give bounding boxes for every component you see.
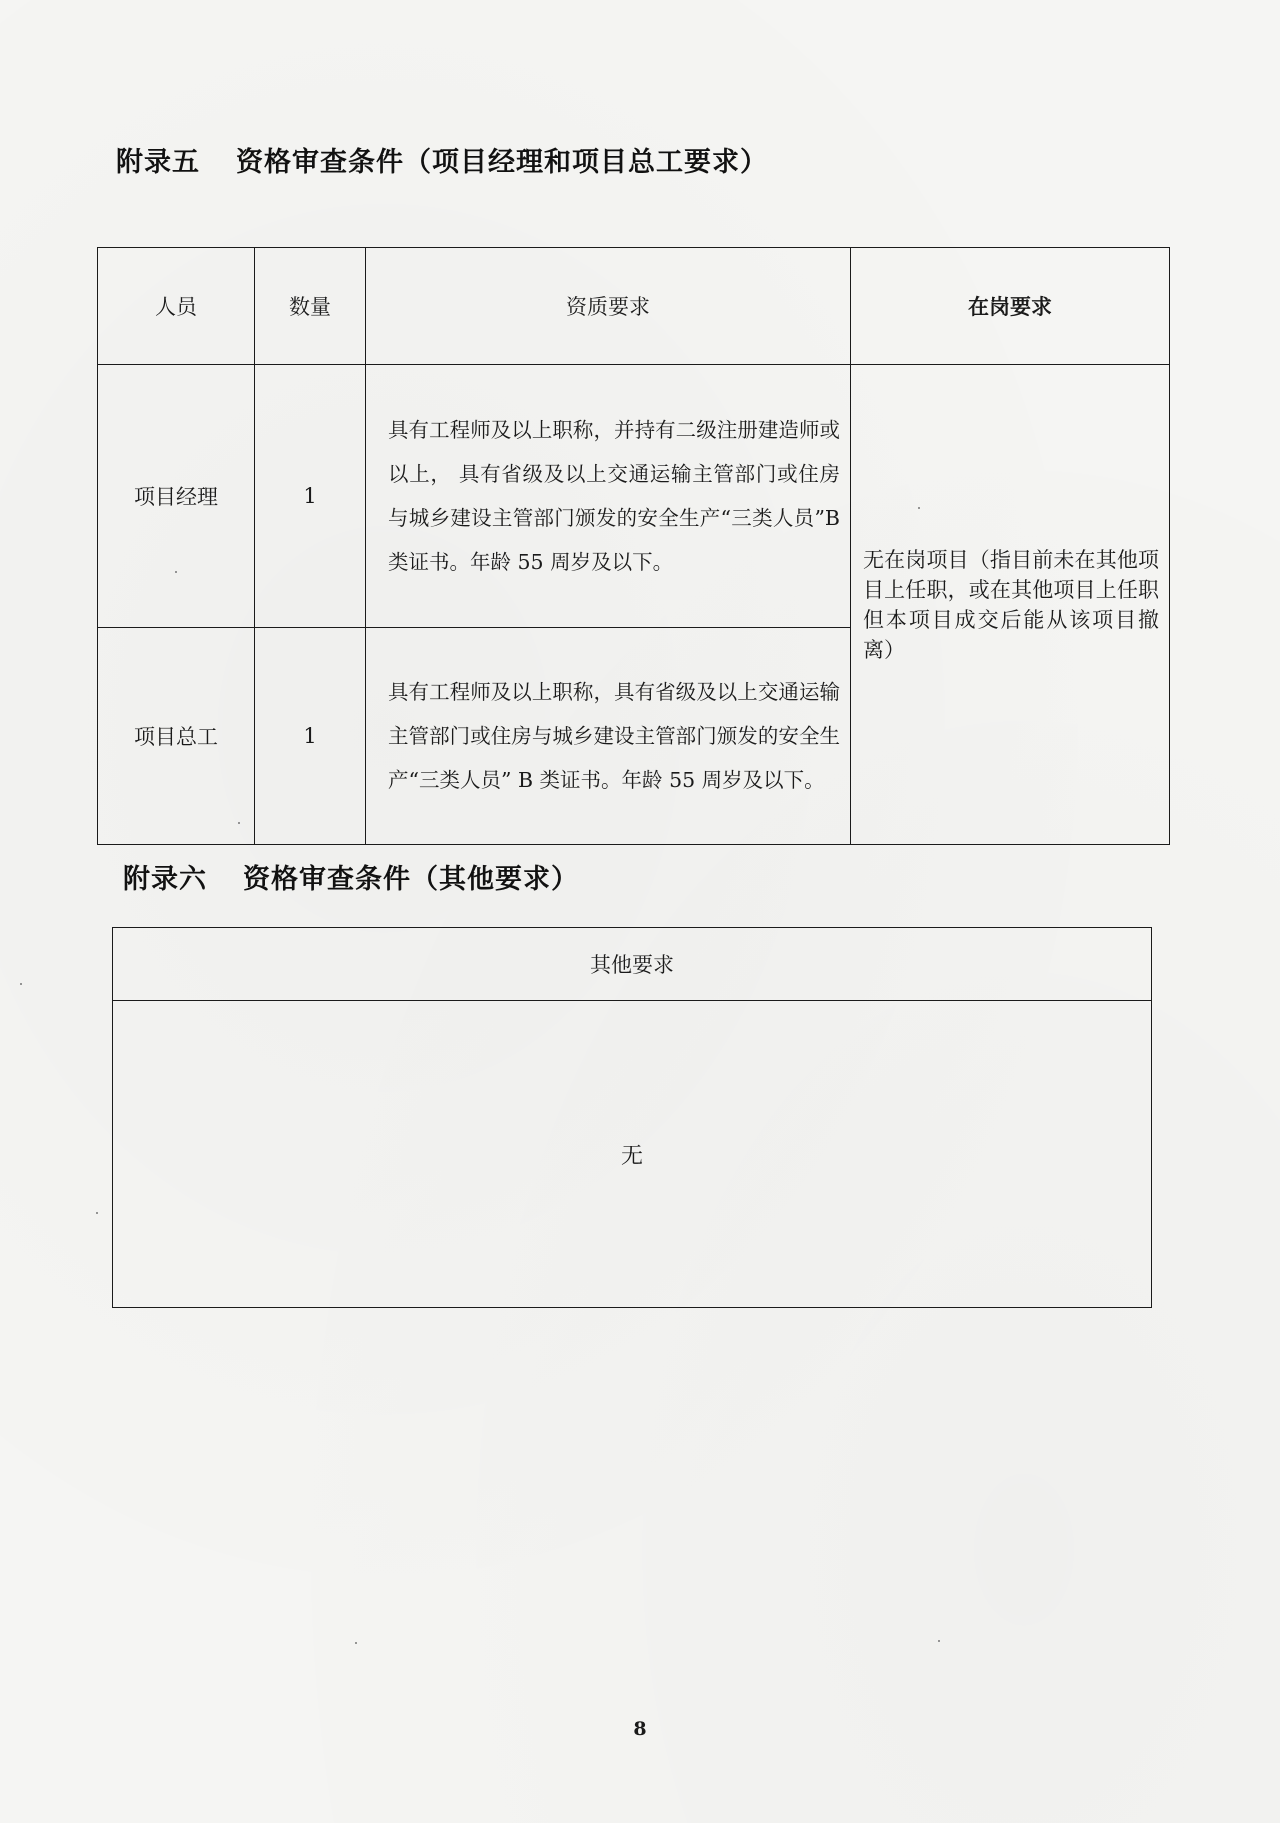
qualification-cell-project-manager: 具有工程师及以上职称，并持有二级注册建造师或以上， 具有省级及以上交通运输主管部门或住房与城乡建设主管部门颁发的安全生产“三类人员”B 类证书。年龄 55 周岁及以下。 (366, 365, 851, 628)
on-post-requirement-cell: 无在岗项目（指目前未在其他项目上任职，或在其他项目上任职但本项目成交后能从该项目撤离） (851, 365, 1170, 845)
appendix6-heading (123, 857, 579, 896)
quantity-cell-project-manager: 1 (255, 365, 366, 628)
other-requirements-content: 无 (113, 1001, 1152, 1308)
scan-speck (96, 1212, 98, 1214)
scan-speck (918, 507, 920, 509)
header-on-post: 在岗要求 (851, 248, 1170, 365)
scan-speck (938, 1640, 940, 1642)
appendix5-label: 附录五 (116, 147, 200, 178)
appendix6-title: 资格审查条件（其他要求） (243, 864, 579, 895)
appendix5-title: 资格审查条件（项目经理和项目总工要求） (236, 147, 768, 178)
qualification-cell-chief-engineer: 具有工程师及以上职称，具有省级及以上交通运输主管部门或住房与城乡建设主管部门颁发的安全生产“三类人员” B 类证书。年龄 55 周岁及以下。 (366, 628, 851, 845)
page-number: 8 (633, 1718, 647, 1740)
appendix6-label: 附录六 (123, 864, 207, 895)
scan-speck (175, 571, 177, 573)
role-cell-project-manager: 项目经理 (98, 365, 255, 628)
appendix5-heading (116, 140, 768, 179)
header-other-requirements: 其他要求 (113, 928, 1152, 1001)
table-header-row (98, 248, 1170, 365)
table-row (113, 1001, 1152, 1308)
role-cell-chief-engineer: 项目总工 (98, 628, 255, 845)
table-header-row (113, 928, 1152, 1001)
header-personnel: 人员 (98, 248, 255, 365)
header-qualification: 资质要求 (366, 248, 851, 365)
other-requirements-table (112, 927, 1152, 1308)
quantity-cell-chief-engineer: 1 (255, 628, 366, 845)
scan-speck (238, 822, 240, 824)
personnel-requirements-table (97, 247, 1170, 845)
table-row (98, 365, 1170, 628)
scan-speck (355, 1642, 357, 1644)
header-quantity: 数量 (255, 248, 366, 365)
scan-speck (20, 983, 22, 985)
